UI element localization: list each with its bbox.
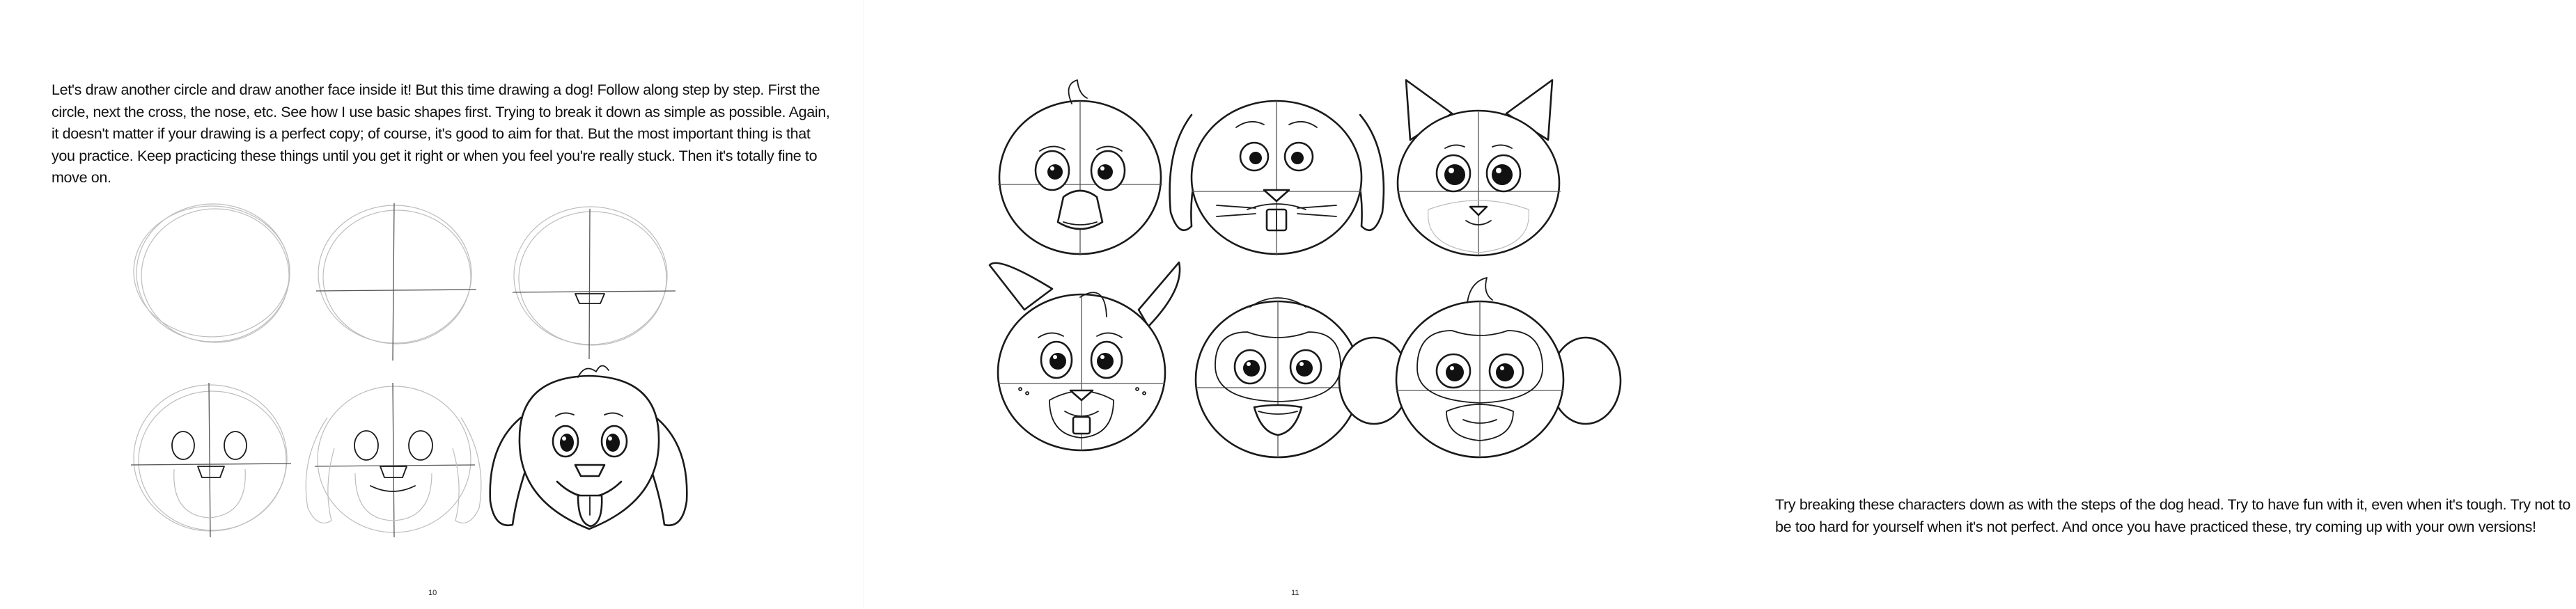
squirrel-head (990, 262, 1180, 450)
dog-step-4 (131, 383, 291, 537)
right-page (864, 0, 2571, 609)
dog-step-5 (306, 383, 481, 537)
intro-paragraph: Let's draw another circle and draw another face inside it! But this time drawing a dog! Follow along step by step. First the circle, next the cross, the nose, etc. See how I use basic shapes first. Trying to break it down as simple as possible. Again, it doesn't matter if your drawing is a perfect copy; of course, it's good to aim for that. But the most important thing is that you practice. Keep practicing these things until you get it right or when you feel you're really stuck. Then it's totally fine to move on. (52, 81, 830, 186)
character-heads-grid (983, 73, 1790, 477)
dog-step-2 (316, 203, 476, 361)
page-number-left: 10 (428, 589, 437, 597)
dog-step-6-finished (490, 365, 687, 529)
outro-paragraph: Try breaking these characters down as with the steps of the dog head. Try to have fun with it, even when it's tough. Try not to be too hard for yourself when it's not perfect. And once you have practiced these, try coming up with your own versions! (1775, 496, 2571, 535)
cat-head (1398, 80, 1561, 255)
monkey-head (1196, 298, 1360, 457)
page-number-right: 11 (1291, 589, 1299, 597)
dog-step-1 (134, 204, 290, 342)
rabbit-head (1170, 101, 1384, 255)
bird-head (998, 80, 1162, 255)
left-page (0, 0, 864, 609)
big-ear-monkey-head (1339, 278, 1621, 457)
dog-step-3 (513, 207, 676, 359)
dog-drawing-steps (125, 209, 710, 543)
